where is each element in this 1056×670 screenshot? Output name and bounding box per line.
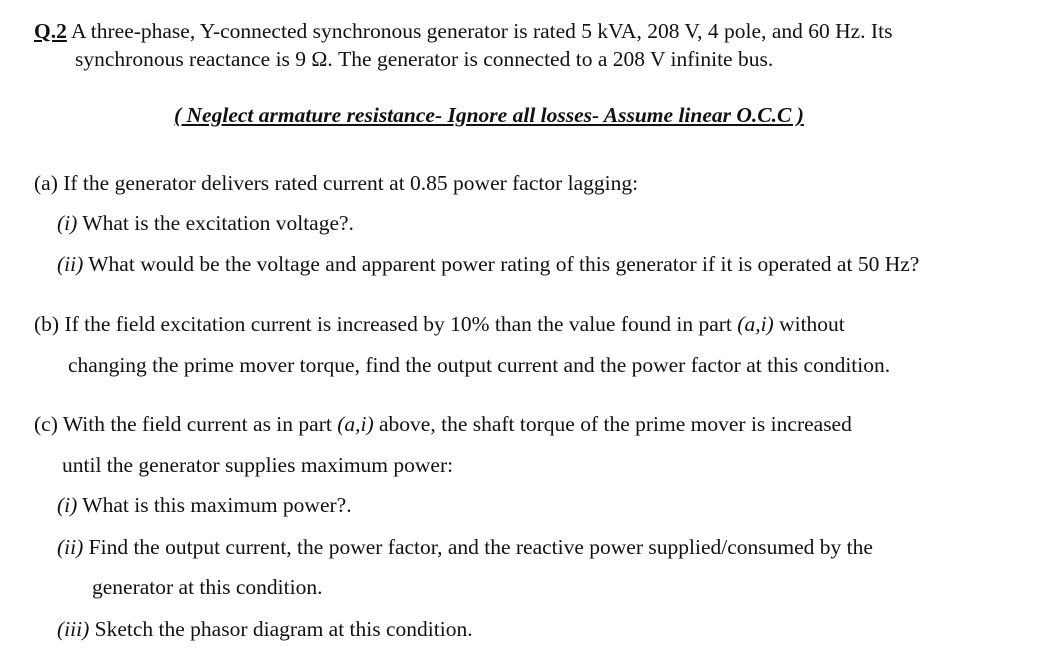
part-c-ii-label: (ii): [57, 535, 84, 559]
part-c-i-text: What is this maximum power?.: [77, 493, 352, 517]
part-c-i-label: (i): [57, 493, 78, 517]
part-b-text-post: without: [773, 312, 845, 336]
part-c-ref: (a,i): [337, 412, 374, 436]
part-c-iii-label: (iii): [57, 617, 90, 641]
part-c-ii-text: Find the output current, the power factor, and the reactive power supplied/consumed by the: [83, 535, 873, 559]
part-c-line-2: until the generator supplies maximum power:: [62, 453, 454, 477]
part-a-i-text: What is the excitation voltage?.: [77, 211, 354, 235]
part-c-text-pre: (c) With the field current as in part: [34, 412, 338, 436]
question-text-1: A three-phase, Y-connected synchronous generator is rated 5 kVA, 208 V, 4 pole, and 60 Hz. Its: [66, 19, 893, 43]
part-a-i-label: (i): [57, 211, 78, 235]
part-a-ii-text: What would be the voltage and apparent power rating of this generator if it is operated at 50 Hz?: [83, 252, 920, 276]
question-number: Q.2: [34, 19, 67, 43]
part-c-ii-continued: generator at this condition.: [92, 575, 323, 599]
part-c-iii: [57, 616, 473, 642]
part-a-ii-label: (ii): [57, 252, 84, 276]
part-b-line-1: [34, 311, 845, 337]
part-c-text-post: above, the shaft torque of the prime mover is increased: [373, 412, 852, 436]
part-c-line-1: [34, 411, 852, 437]
part-c-iii-text: Sketch the phasor diagram at this condition.: [89, 617, 473, 641]
part-b-ref: (a,i): [737, 312, 774, 336]
part-c-i: [57, 492, 352, 518]
question-line-2: synchronous reactance is 9 Ω. The generator is connected to a 208 V infinite bus.: [75, 47, 774, 71]
part-a-ii: [57, 251, 919, 277]
part-b-text-pre: (b) If the field excitation current is increased by 10% than the value found in part: [34, 312, 738, 336]
part-a-i: [57, 210, 354, 236]
question-line-1: [34, 18, 892, 44]
part-b-line-2: changing the prime mover torque, find the output current and the power factor at this condition.: [68, 353, 891, 377]
part-c-ii: [57, 534, 873, 560]
assumptions-note: ( Neglect armature resistance- Ignore all losses- Assume linear O.C.C ): [174, 103, 804, 127]
part-a-intro: (a) If the generator delivers rated current at 0.85 power factor lagging:: [34, 171, 639, 195]
